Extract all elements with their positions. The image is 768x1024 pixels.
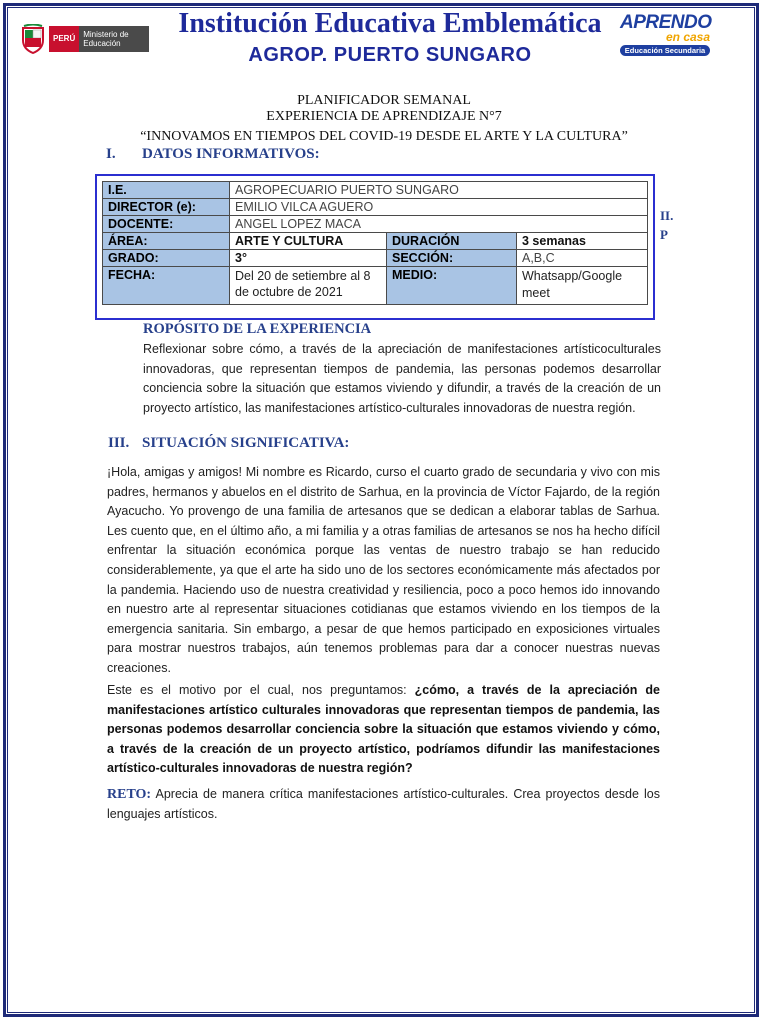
section-2-title: ROPÓSITO DE LA EXPERIENCIA [143, 321, 372, 337]
docente-label: DOCENTE: [103, 216, 230, 233]
table-row [103, 250, 648, 267]
ie-label: I.E. [103, 182, 230, 199]
purpose-paragraph: Reflexionar sobre cómo, a través de la apreciación de manifestaciones artísticoculturales innovadoras, que representan tiempos de pandemia, las personas podemos desarrollar conciencia sobre la situación que estamos viviendo y difundir, a través de la creación de un proyecto artístico, las manifestaciones artístico-culturales innovadoras de nuestra región. [143, 342, 661, 415]
reto-text: Aprecia de manera crítica manifestaciones artístico-culturales. Crea proyectos desde los lenguajes artísticos. [107, 787, 660, 821]
director-value: EMILIO VILCA AGUERO [230, 199, 648, 216]
section-2-letter: P [660, 227, 668, 242]
duracion-value: 3 semanas [517, 233, 648, 250]
reto-label: RETO: [107, 787, 152, 802]
section-1-number: I. [106, 146, 116, 162]
area-label: ÁREA: [103, 233, 230, 250]
doc-title-planner: PLANIFICADOR SEMANAL [297, 93, 471, 108]
table-row [103, 216, 648, 233]
director-label: DIRECTOR (e): [103, 199, 230, 216]
en-casa-word: en casa [666, 30, 711, 44]
reto-paragraph [107, 785, 660, 824]
table-row [103, 233, 648, 250]
question-text: ¿cómo, a través de la apreciación de manifestaciones artístico culturales innovadoras que representan tiempos de pandemia, las personas podemos desarrollar conciencia sobre la situación que estamos viviendo y cómo, a través de la creación de un proyecto artístico, podríamos difundir las manifestaciones artístico-culturales innovadoras de nuestra región? [107, 683, 660, 776]
grado-label: GRADO: [103, 250, 230, 267]
medio-label: MEDIO: [387, 267, 517, 305]
question-paragraph [107, 681, 660, 779]
section-3-number: III. [108, 435, 130, 451]
section-1-title: DATOS INFORMATIVOS: [142, 146, 320, 162]
table-row [103, 267, 648, 305]
peru-label: PERÚ [49, 26, 79, 52]
grado-value: 3° [230, 250, 387, 267]
area-value: ARTE Y CULTURA [230, 233, 387, 250]
education-level-badge: Educación Secundaria [620, 45, 710, 56]
school-subtitle: AGROP. PUERTO SUNGARO [248, 44, 532, 66]
docente-value: ANGEL LOPEZ MACA [230, 216, 648, 233]
info-table-frame [95, 174, 655, 320]
fecha-value: Del 20 de setiembre al 8 de octubre de 2021 [230, 267, 387, 305]
duracion-label: DURACIÓN [387, 233, 517, 250]
doc-title-experience: EXPERIENCIA DE APRENDIZAJE N°7 [266, 109, 502, 124]
situation-paragraph: ¡Hola, amigas y amigos! Mi nombre es Ricardo, curso el cuarto grado de secundaria y vivo con mis padres, hermanos y abuelos en el distrito de Sarhua, en la provincia de Víctor Fajardo, de la región Ayacucho. Yo provengo de una familia de artesanos que se dedican a elaborar tablas de Sarhua. Les cuento que, en el último año, a mi familia y a otras familias de artesanos se nos ha hecho difícil enfrentar la situación económica porque las ventas de nuestro trabajo se han reducido considerablemente, ya que el arte ha sido uno de los sectores económicamente más afectados por la pandemia. Haciendo uso de nuestra creatividad y resiliencia, poco a poco hemos ido innovando en nuestro arte al representar situaciones cotidianas que estamos viviendo en los tiempos de la emergencia sanitaria. Sin embargo, a pesar de que hemos participado en exposiciones virtuales para mostrar nuestros trabajos, aún tenemos problemas para dar a conocer nuestras nuevas creaciones. [107, 465, 660, 675]
minedu-logo [20, 24, 149, 54]
section-2-number: II. [660, 208, 674, 223]
peru-shield-icon [20, 24, 46, 54]
seccion-label: SECCIÓN: [387, 250, 517, 267]
fecha-label: FECHA: [103, 267, 230, 305]
ie-value: AGROPECUARIO PUERTO SUNGARO [230, 182, 648, 199]
school-title: Institución Educativa Emblemática [178, 8, 602, 39]
info-table [102, 181, 648, 305]
section-2-side-number [660, 206, 673, 244]
aprendo-en-casa-logo [620, 14, 720, 56]
seccion-value: A,B,C [517, 250, 648, 267]
medio-value: Whatsapp/Google meet [517, 267, 648, 305]
question-intro: Este es el motivo por el cual, nos preguntamos: [107, 683, 415, 697]
table-row [103, 199, 648, 216]
ministry-label: Ministerio de Educación [79, 26, 149, 52]
table-row [103, 182, 648, 199]
aprendo-word: APRENDO [620, 12, 712, 33]
doc-title-theme: “INNOVAMOS EN TIEMPOS DEL COVID-19 DESDE EL ARTE Y LA CULTURA” [140, 129, 628, 144]
section-3-title: SITUACIÓN SIGNIFICATIVA: [142, 435, 350, 451]
